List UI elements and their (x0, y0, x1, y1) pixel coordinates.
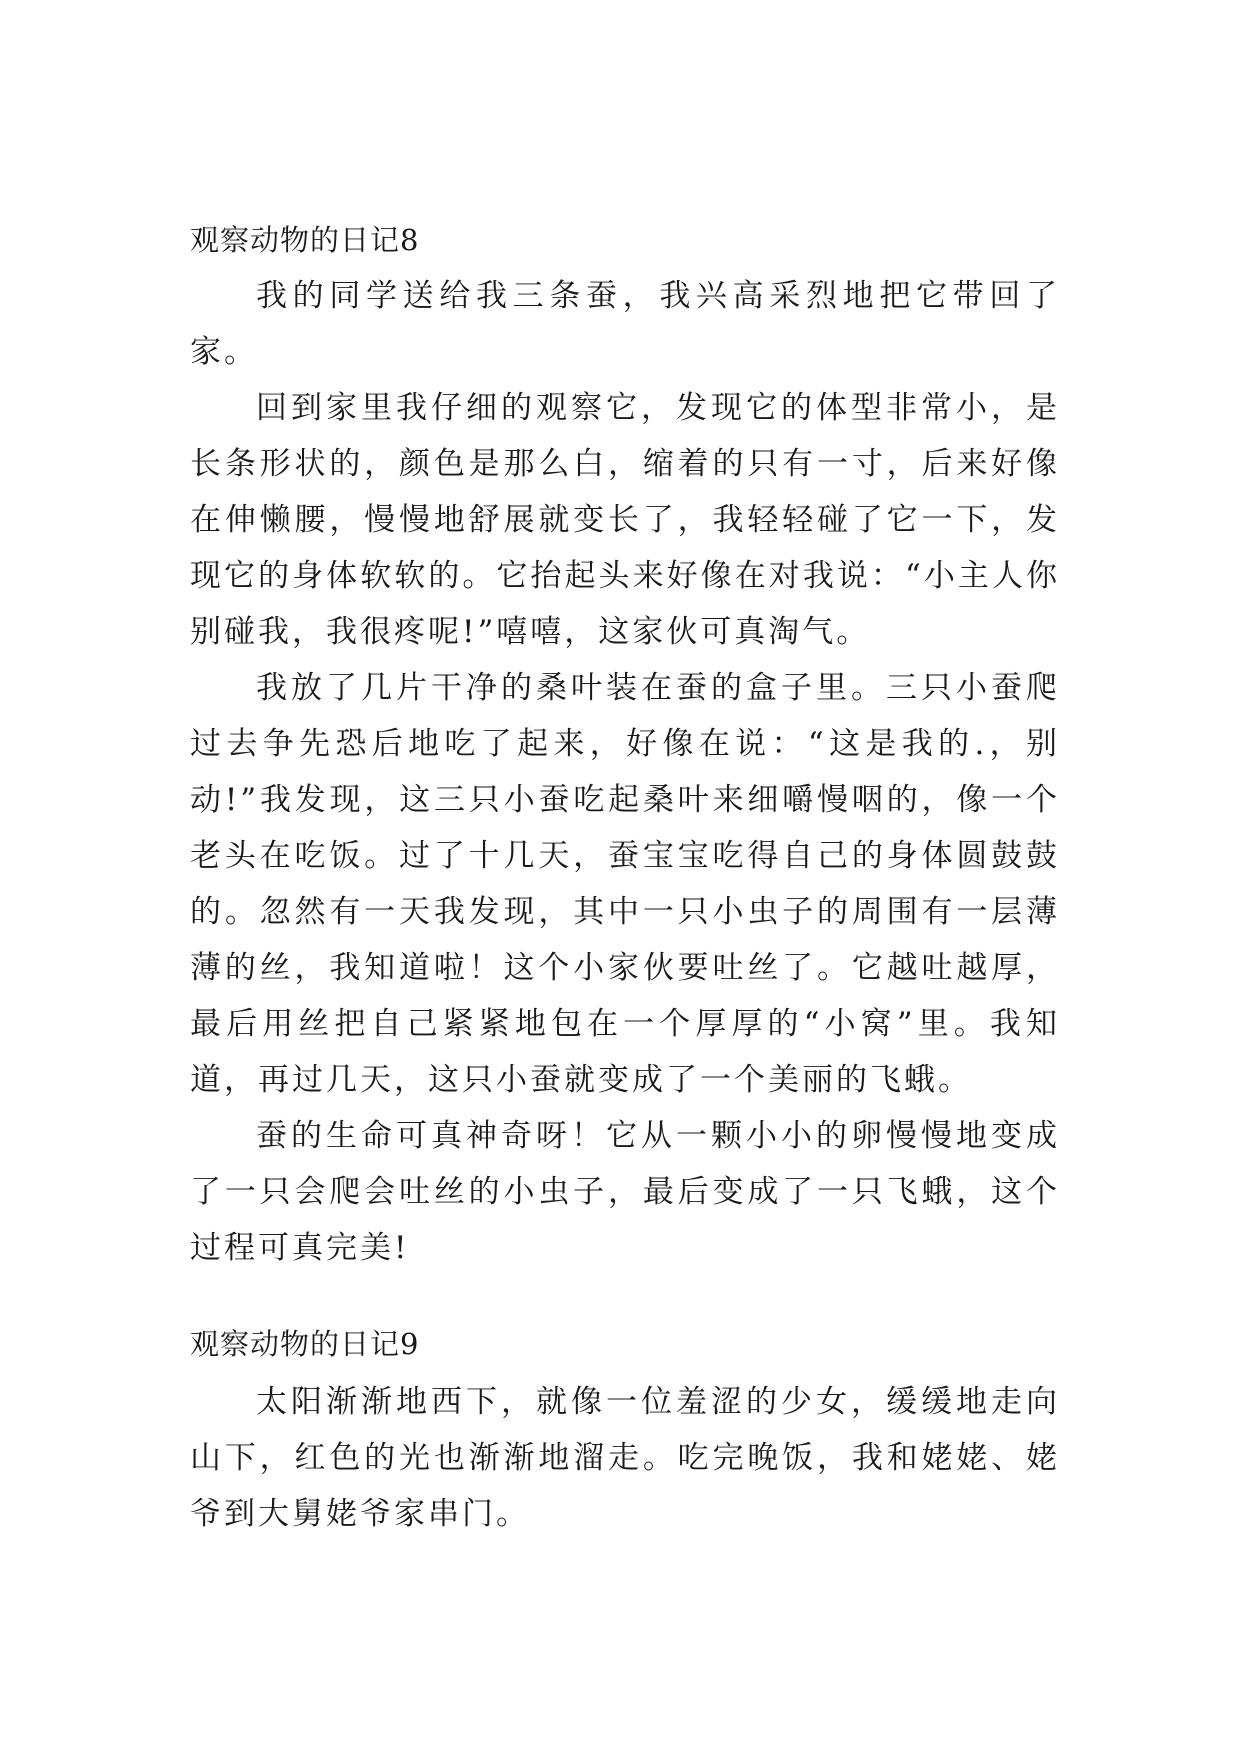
paragraph: 我的同学送给我三条蚕，我兴高采烈地把它带回了家。 (190, 278, 1060, 370)
paragraph: 蚕的生命可真神奇呀！它从一颗小小的卵慢慢地变成了一只会爬会吐丝的小虫子，最后变成了一只飞蛾，这个过程可真完美! (190, 1118, 1060, 1266)
paragraph: 回到家里我仔细的观察它，发现它的体型非常小，是长条形状的，颜色是那么白，缩着的只有一寸，后来好像在伸懒腰，慢慢地舒展就变长了，我轻轻碰了它一下，发现它的身体软软的。它抬起头来好像在对我说：“小主人你别碰我，我很疼呢!”嘻嘻，这家伙可真淘气。 (190, 390, 1060, 650)
paragraph: 我放了几片干净的桑叶装在蚕的盒子里。三只小蚕爬过去争先恐后地吃了起来，好像在说：“这是我的.，别动!”我发现，这三只小蚕吃起桑叶来细嚼慢咽的，像一个老头在吃饭。过了十几天，蚕宝宝吃得自己的身体圆鼓鼓的。忽然有一天我发现，其中一只小虫子的周围有一层薄薄的丝，我知道啦！这个小家伙要吐丝了。它越吐越厚，最后用丝把自己紧紧地包在一个厚厚的“小窝”里。我知道，再过几天，这只小蚕就变成了一个美丽的飞蛾。 (190, 670, 1060, 1098)
entry-title: 观察动物的日记9 (190, 1327, 420, 1361)
diary-entry-9 (190, 1320, 1060, 1542)
paragraph: 太阳渐渐地西下，就像一位羞涩的少女，缓缓地走向山下，红色的光也渐渐地溜走。吃完晚饭，我和姥姥、姥爷到大舅姥爷家串门。 (190, 1384, 1060, 1532)
diary-entry-8 (190, 216, 1060, 1276)
entry-title: 观察动物的日记8 (190, 223, 420, 257)
